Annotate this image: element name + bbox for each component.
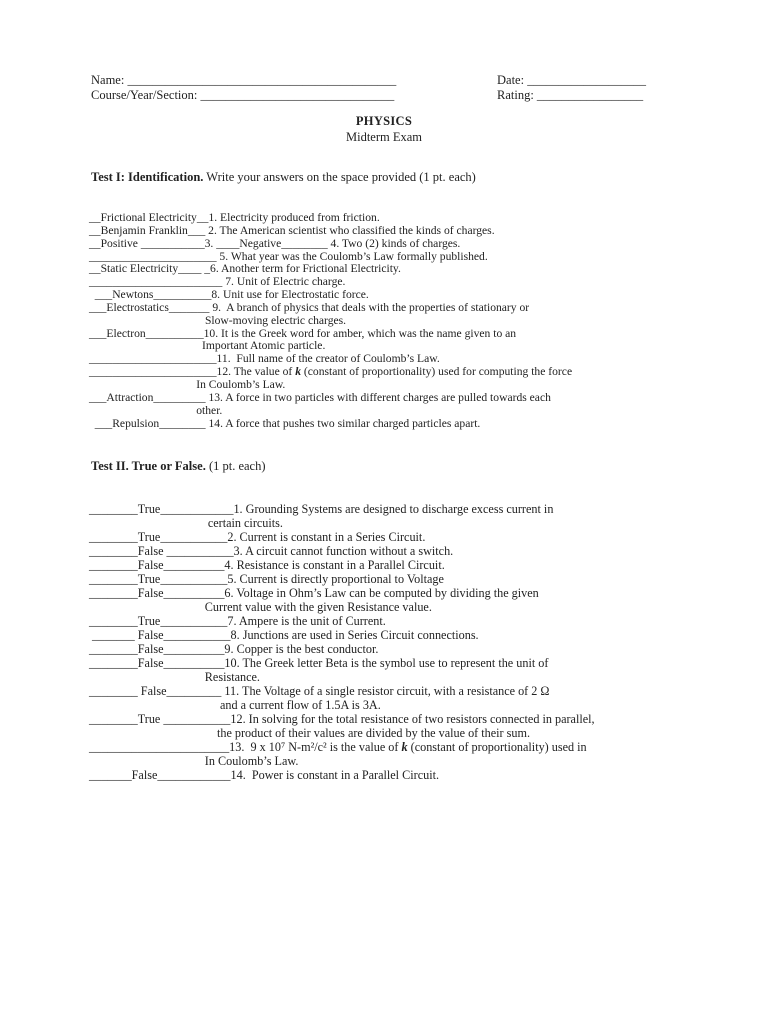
- test1-item: __Static Electricity____ _6. Another term for Frictional Electricity.: [89, 262, 401, 276]
- test2-item: ________True ___________12. In solving for the total resistance of two resistors connected in parallel,: [89, 712, 595, 726]
- test1-instructions: Write your answers on the space provided (1 pt. each): [203, 170, 476, 184]
- test2-item: ________ False_________ 11. The Voltage of a single resistor circuit, with a resistance of 2 Ω: [89, 684, 550, 698]
- test1-item: In Coulomb’s Law.: [89, 377, 286, 391]
- test2-instructions: (1 pt. each): [205, 459, 266, 473]
- test1-item: other.: [89, 403, 223, 417]
- test2-items: [89, 502, 595, 782]
- test1-title: Test I: Identification.: [91, 170, 204, 184]
- test1-item: __Positive ___________3. ____Negative________ 4. Two (2) kinds of charges.: [89, 236, 461, 250]
- test1-item: Important Atomic particle.: [89, 339, 326, 353]
- exam-title: PHYSICS: [355, 114, 413, 128]
- test2-item: Current value with the given Resistance value.: [89, 600, 432, 614]
- test1-item: ______________________ 5. What year was the Coulomb’s Law formally published.: [89, 249, 488, 263]
- test2-item: In Coulomb’s Law.: [89, 754, 299, 768]
- test2-heading: [91, 459, 266, 474]
- test2-item: ________False__________6. Voltage in Ohm’s Law can be computed by dividing the given: [89, 586, 539, 600]
- test1-item: ___Electron__________10. It is the Greek word for amber, which was the name given to an: [89, 326, 517, 340]
- test1-item: Slow-moving electric charges.: [89, 313, 347, 327]
- test1-item: ___Newtons__________8. Unit use for Electrostatic force.: [89, 288, 369, 302]
- test2-item: ________False__________9. Copper is the best conductor.: [89, 642, 379, 656]
- test2-title: Test II. True or False.: [91, 459, 206, 473]
- test2-item: ________False__________4. Resistance is constant in a Parallel Circuit.: [89, 558, 445, 572]
- test1-item: ______________________12. The value of k (constant of proportionality) used for computing the force: [89, 365, 573, 379]
- test2-item: the product of their values are divided by the value of their sum.: [89, 726, 531, 740]
- test1-item: ___Repulsion________ 14. A force that pushes two similar charged particles apart.: [89, 416, 481, 430]
- test2-item: _______False____________14. Power is constant in a Parallel Circuit.: [89, 768, 440, 782]
- name-field: Name: ___________________________________________: [91, 73, 397, 87]
- test2-item: ________True___________5. Current is directly proportional to Voltage: [89, 572, 444, 586]
- test2-item: and a current flow of 1.5A is 3A.: [89, 698, 381, 712]
- test2-item: ________True____________1. Grounding Systems are designed to discharge excess current in: [89, 502, 554, 516]
- test2-item: certain circuits.: [89, 516, 283, 530]
- rating-field: Rating: _________________: [497, 88, 644, 102]
- test2-item: _______ False___________8. Junctions are used in Series Circuit connections.: [89, 628, 479, 642]
- test2-item: ________False ___________3. A circuit cannot function without a switch.: [89, 544, 454, 558]
- course-field: Course/Year/Section: _______________________________: [91, 88, 395, 102]
- test1-items: [89, 212, 572, 430]
- k-symbol: k: [295, 365, 301, 379]
- date-field: Date: ___________________: [497, 73, 646, 87]
- test2-item: ________False__________10. The Greek letter Beta is the symbol use to represent the unit of: [89, 656, 549, 670]
- test1-heading: [91, 170, 476, 185]
- test1-item: ___Attraction_________ 13. A force in two particles with different charges are pulled towards each: [89, 390, 551, 404]
- exam-subtitle: Midterm Exam: [345, 130, 423, 144]
- test1-item: __Frictional Electricity__1. Electricity produced from friction.: [89, 211, 380, 224]
- test1-item: _______________________ 7. Unit of Electric charge.: [89, 275, 346, 289]
- test1-item: __Benjamin Franklin___ 2. The American scientist who classified the kinds of charges.: [89, 223, 495, 237]
- k-symbol: k: [401, 740, 408, 754]
- test2-item: _______________________13. 9 x 10⁷ N-m²/c² is the value of k (constant of proportionality) used in: [89, 740, 587, 754]
- test2-item: Resistance.: [89, 670, 260, 684]
- test2-item: ________True___________2. Current is constant in a Series Circuit.: [89, 530, 426, 544]
- test2-item: ________True___________7. Ampere is the unit of Current.: [89, 614, 386, 628]
- test1-item: ___Electrostatics_______ 9. A branch of physics that deals with the properties of stationary or: [89, 300, 530, 314]
- test1-item: ______________________11. Full name of the creator of Coulomb’s Law.: [89, 352, 440, 366]
